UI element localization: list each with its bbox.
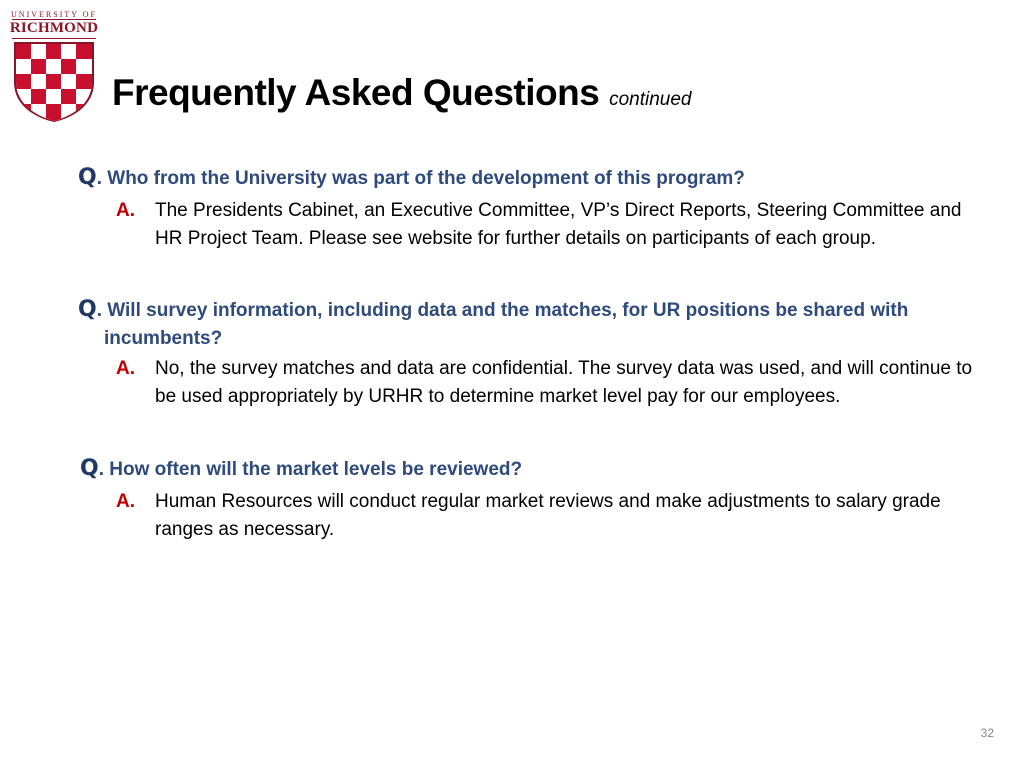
university-logo <box>8 10 100 122</box>
logo-name: RICHMOND <box>9 20 99 36</box>
answer-text: Human Resources will conduct regular market reviews and make adjustments to salary grade ranges as necessary. <box>155 491 941 540</box>
answer-marker: A. <box>116 200 135 221</box>
answer-2 <box>116 355 985 411</box>
question-1 <box>78 164 978 193</box>
answer-text: No, the survey matches and data are confidential. The survey data was used, and will continue to be used appropriately by URHR to determine market level pay for our employees. <box>155 358 973 407</box>
question-text: . How often will the market levels be reviewed? <box>98 459 523 480</box>
answer-marker: A. <box>116 491 135 512</box>
question-marker: Q <box>78 165 97 190</box>
logo-rule-bottom <box>12 38 96 39</box>
title-text: Frequently Asked Questions <box>112 72 600 113</box>
page-title <box>112 72 691 114</box>
question-text: . Who from the University was part of the development of this program? <box>96 168 745 189</box>
answer-marker: A. <box>116 358 135 379</box>
question-marker: Q <box>80 456 99 481</box>
shield-icon <box>12 42 96 122</box>
question-marker: Q <box>78 297 97 322</box>
question-3 <box>80 455 980 484</box>
question-2 <box>78 296 998 353</box>
answer-text: The Presidents Cabinet, an Executive Committee, VP’s Direct Reports, Steering Committee and HR Project Team. Please see website for further details on participants of each group. <box>155 200 962 249</box>
slide-number: 32 <box>980 726 994 740</box>
question-text: . Will survey information, including data and the matches, for UR positions be shared with incumbents? <box>96 300 909 349</box>
title-subtitle: continued <box>609 89 692 110</box>
answer-1 <box>116 197 985 253</box>
answer-3 <box>116 488 1000 544</box>
logo-top-text: UNIVERSITY OF <box>11 10 97 19</box>
